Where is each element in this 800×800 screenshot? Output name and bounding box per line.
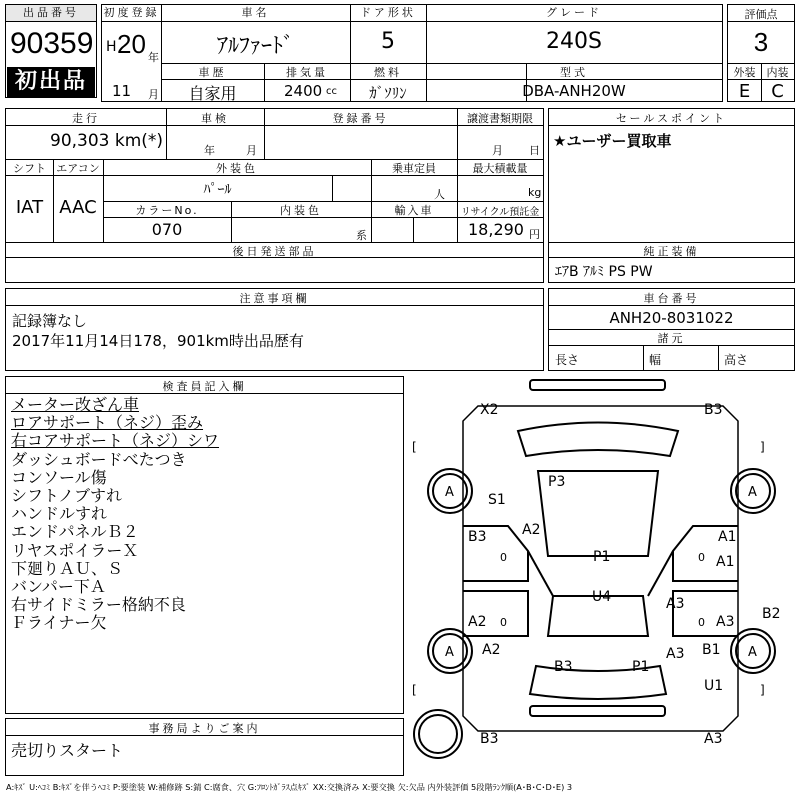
dmg-label: A3 — [666, 596, 685, 612]
displacement: 2400 — [284, 82, 323, 100]
dmg-label: A — [445, 645, 454, 660]
equipment-label: 純正装備 — [643, 245, 700, 258]
car-damage-diagram — [408, 376, 795, 776]
dmg-label: A2 — [482, 642, 501, 658]
dmg-label: A — [748, 485, 757, 500]
lot-number-label: 出品番号 — [6, 5, 96, 22]
inspector-line: エンドパネルＢ２ — [11, 522, 139, 542]
svg-text:]: ] — [760, 440, 765, 454]
sales-equipment-box — [548, 108, 795, 283]
office-text: 売切りスタート — [11, 741, 124, 760]
color-label: 外装色 — [216, 162, 258, 175]
reg-year: 20 — [117, 29, 146, 59]
dmg-label: A3 — [666, 646, 685, 662]
header-grid — [101, 4, 723, 102]
plate-label: 登録番号 — [332, 112, 389, 125]
zero-mark: 0 — [698, 551, 705, 564]
dmg-label: A3 — [704, 731, 723, 747]
transfer-label: 譲渡書類期限 — [467, 112, 533, 125]
notes-box — [5, 288, 544, 371]
max-load-label: 最大積載量 — [472, 162, 528, 175]
dmg-label: A — [748, 645, 757, 660]
dmg-label: P1 — [593, 549, 611, 565]
dmg-label: A2 — [468, 614, 487, 630]
exterior-color: ﾊﾟｰﾙ — [203, 182, 232, 198]
inspector-line: Ｆライナー欠 — [11, 613, 107, 633]
door-type-label: ドア形状 — [360, 6, 416, 19]
length-label: 長さ — [555, 353, 580, 367]
inspector-line: ロアサポート（ネジ）歪み — [11, 413, 204, 433]
model: DBA-ANH20W — [522, 82, 626, 100]
office-box — [5, 718, 404, 776]
transfer-day-unit: 日 — [529, 144, 540, 157]
fuel-label: 燃料 — [374, 66, 402, 79]
capacity-unit: 人 — [434, 188, 445, 201]
dmg-label: A2 — [522, 522, 541, 538]
score-box — [727, 4, 795, 102]
reg-month: 11 — [112, 82, 132, 100]
lot-number: 90359 — [10, 27, 94, 60]
inspection-month-unit: 月 — [246, 144, 257, 157]
history: 自家用 — [188, 84, 237, 103]
later-parts-label: 後日発送部品 — [232, 245, 317, 258]
svg-text:[: [ — [412, 440, 417, 454]
inspector-line: 右サイドミラー格納不良 — [11, 595, 186, 615]
dims-label: 諸元 — [657, 332, 686, 345]
displacement-label: 排気量 — [286, 66, 328, 79]
width-label: 幅 — [649, 353, 662, 367]
dmg-label: P1 — [632, 659, 650, 675]
equipment-text: ｴｱB ｱﾙﾐ PS PW — [555, 264, 653, 280]
exterior-grade: E — [738, 81, 751, 102]
dmg-label: A1 — [718, 529, 737, 545]
inspector-label: 検査員記入欄 — [162, 380, 247, 393]
inspector-line: ダッシュボードべたつき — [11, 449, 187, 469]
notes-line-2: 2017年11月14日178，901km時出品歴有 — [12, 332, 304, 350]
chassis-label: 車台番号 — [643, 292, 700, 305]
chassis-box — [548, 288, 795, 371]
shift: IAT — [15, 197, 44, 218]
dmg-label: X2 — [480, 402, 499, 418]
dmg-label: U4 — [592, 589, 612, 605]
transfer-month-unit: 月 — [492, 144, 503, 157]
ac: AAC — [59, 197, 97, 218]
color-no: 070 — [151, 220, 183, 239]
grade: 240S — [546, 29, 602, 54]
model-label: 型式 — [560, 66, 588, 79]
legend: A:ｷｽﾞ U:ﾍｺﾐ B:ｷｽﾞを伴うﾍｺﾐ P:要塗装 W:補修跡 S:錆 C:腐食、穴 G:ﾌﾛﾝﾄｶﾞﾗｽ点ｷｽﾞ XX:交換済み X:要交換 欠:欠品 内外装評価 5段階ﾗﾝｸ順(A･B･C･D･E) 3 — [6, 782, 573, 792]
height-label: 高さ — [724, 353, 749, 367]
interior-grade: C — [771, 81, 784, 102]
svg-text:[: [ — [412, 683, 417, 697]
color-no-label: カラーNo. — [135, 204, 199, 217]
inspector-line: メーター改ざん車 — [11, 395, 140, 414]
recycle-unit: 円 — [529, 228, 540, 241]
interior-color-label: 内装色 — [280, 204, 322, 217]
chassis-number: ANH20-8031022 — [609, 309, 734, 327]
interior-color-suffix: 系 — [356, 229, 367, 242]
recycle-fee: 18,290 — [468, 220, 524, 239]
doors: 5 — [381, 29, 395, 54]
first-reg-label: 初度登録 — [103, 6, 160, 19]
inspector-line: リヤスポイラーＸ — [11, 540, 139, 560]
dmg-label: B1 — [702, 642, 721, 658]
fuel: ｶﾞｿﾘﾝ — [369, 84, 407, 102]
inspector-line: 右コアサポート（ネジ）シワ — [11, 431, 220, 451]
zero-mark: 0 — [500, 616, 507, 629]
import-label: 輸入車 — [394, 204, 434, 217]
history-label: 車歴 — [198, 66, 227, 79]
inspector-box — [5, 376, 404, 714]
dmg-label: B3 — [468, 529, 487, 545]
dmg-label: B2 — [762, 606, 781, 622]
car-name-label: 車名 — [241, 6, 270, 19]
mileage-label: 走行 — [72, 112, 100, 125]
dmg-label: A — [445, 485, 454, 500]
spec-grid — [5, 108, 544, 283]
dmg-label: U1 — [704, 678, 724, 694]
dmg-label: B3 — [704, 402, 723, 418]
dmg-label: B3 — [480, 731, 499, 747]
inspector-line: コンソール傷 — [11, 467, 107, 487]
mileage: 90,303 km(*) — [50, 131, 164, 151]
dmg-label: B3 — [554, 659, 573, 675]
car-name: ｱﾙﾌｧｰﾄﾞ — [216, 34, 294, 59]
month-unit: 月 — [148, 88, 159, 101]
dmg-label: A3 — [716, 614, 735, 630]
svg-text:]: ] — [760, 683, 765, 697]
inspector-list — [11, 396, 219, 633]
ac-label: エアコン — [56, 162, 100, 175]
grade-label: グレード — [546, 6, 602, 19]
notes-label: 注意事項欄 — [239, 292, 310, 305]
inspection-label: 車検 — [201, 112, 229, 125]
sales-point-text: ★ユーザー買取車 — [553, 132, 672, 150]
interior-label: 内装 — [766, 66, 789, 79]
year-unit: 年 — [148, 51, 159, 64]
dmg-label: P3 — [548, 474, 566, 490]
inspector-line: 下廻りＡＵ、Ｓ — [11, 558, 124, 578]
dmg-label: S1 — [488, 492, 506, 508]
exterior-label: 外装 — [733, 66, 756, 79]
displacement-unit: cc — [326, 86, 337, 97]
era: H — [106, 39, 117, 55]
capacity-label: 乗車定員 — [392, 162, 436, 175]
recycle-label: リサイクル預託金 — [460, 207, 540, 218]
zero-mark: 0 — [698, 616, 705, 629]
office-label: 事務局よりご案内 — [148, 722, 261, 735]
first-listing-badge: 初出品 — [7, 67, 95, 97]
zero-mark: 0 — [500, 551, 507, 564]
max-load-unit: kg — [528, 186, 542, 199]
shift-label: シフト — [13, 162, 46, 175]
inspection-year-unit: 年 — [204, 144, 215, 157]
notes-line-1: 記録簿なし — [12, 312, 88, 330]
score: 3 — [753, 27, 769, 57]
dmg-label: A1 — [716, 554, 735, 570]
sales-point-label: セールスポイント — [615, 112, 727, 125]
inspector-line: シフトノブすれ — [11, 486, 123, 506]
inspector-line: バンパー下Ａ — [11, 577, 106, 597]
lot-number-box — [5, 4, 97, 98]
inspector-line: ハンドルすれ — [11, 504, 108, 524]
score-label: 評価点 — [744, 8, 778, 21]
